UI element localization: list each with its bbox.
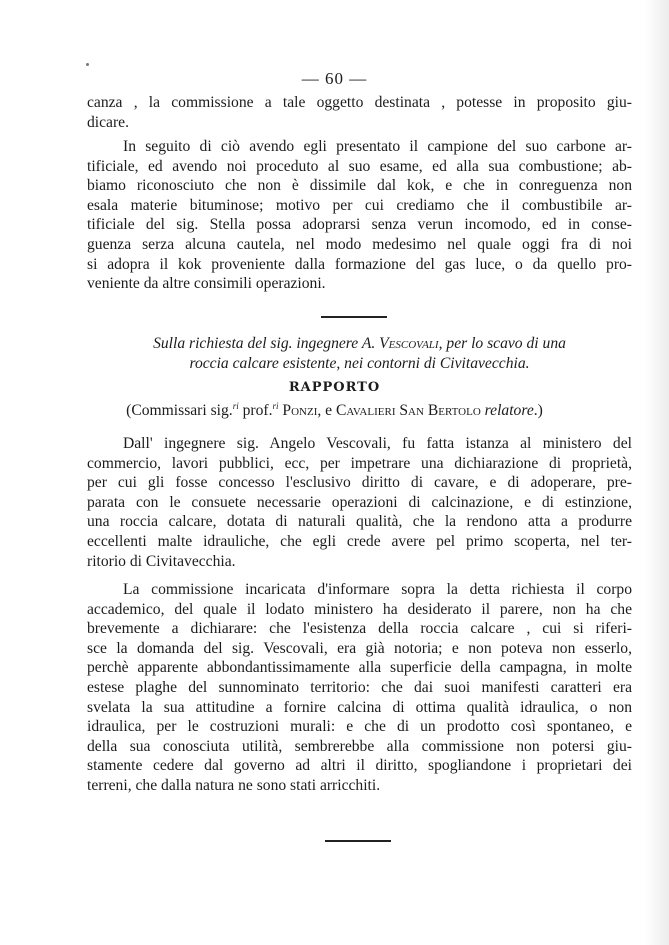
superscript: ri	[272, 401, 279, 411]
text-line: accademico, del quale il lodato ministero ha desiderato il parere, non ha che	[87, 600, 632, 618]
title-text: , per lo scavo di una	[438, 335, 566, 352]
commissioners-text: .)	[533, 402, 543, 420]
text-line: commercio, lavori pubblici, ecc, per impetrare una dichiarazione di proprietà,	[87, 454, 632, 472]
section-title	[87, 334, 632, 374]
commissioners-text: (Commissari sig.	[126, 402, 233, 420]
paragraph-vescovali-request	[87, 434, 632, 571]
text-line: tificiale del sig. Stella possa adoprarsi senza verun incomodo, ed in conse-	[87, 216, 632, 234]
text-line: una roccia calcare, dotata di naturali qualità, che la rendono atta a produrre	[87, 513, 632, 531]
text-line: La commissione incaricata d'informare sopra la detta richiesta il corpo	[123, 581, 632, 598]
commissioner-name: Ponzi	[278, 402, 318, 420]
text-line: della sua conosciuta utilità, sembrerebbe alla commissione non potersi giu-	[87, 737, 632, 755]
text-line: tificiale, ed avendo noi proceduto al suo esame, ed alla sua combustione; ab-	[87, 157, 632, 175]
commissioner-role: relatore	[480, 402, 534, 420]
text-line: per cui gli fosse concesso l'esclusivo diritto di cavare, e di adoperare, pre-	[87, 474, 632, 492]
section-title-line: roccia calcare esistente, nei contorni di Civitavecchia.	[189, 355, 530, 372]
text-line: veniente da altre consimili operazioni.	[87, 275, 326, 293]
page-edge-shadow	[645, 0, 669, 945]
text-line: estese plaghe del sunnominato territorio: che dai suoi manifesti caratteri era	[87, 678, 632, 696]
text-line: In seguito di ciò avendo egli presentato il campione del suo carbone ar-	[123, 138, 632, 155]
text-line: stamente cedere dal governo ad altri il diritto, spogliandone i proprietari dei	[87, 757, 632, 775]
text-line: biamo riconosciuto che non è dissimile dal kok, e che in conreguenza non	[87, 177, 632, 195]
text-line: parata con le consuete necessarie operazioni di calcinazione, e di estinzione,	[87, 493, 632, 511]
text-line: si adopra il kok proveniente dalla formazione del gas luce, o da quello pro-	[87, 255, 632, 273]
text-line: eccellenti malte idrauliche, che egli crede avere pel primo scoperta, nel ter-	[87, 532, 632, 550]
paragraph-commission-opinion	[87, 580, 632, 796]
text-line: esala materie bituminose; motivo per cui crediamo che il combustibile ar-	[87, 196, 632, 214]
section-title-line	[87, 334, 632, 354]
commissioners-line	[0, 401, 669, 420]
print-speck	[86, 63, 89, 66]
intro-paragraph	[87, 93, 632, 132]
text-line: guenza serza alcuna cautela, nel modo medesimo nel quale oggi fra di noi	[87, 235, 632, 253]
text-line: dicare.	[87, 113, 129, 131]
commissioner-name: Cavalieri San Bertolo	[335, 402, 481, 420]
section-divider-rule	[321, 316, 387, 318]
title-name: Vescovali	[379, 335, 439, 352]
text-line: terreni, che dalla natura ne sono stati arricchiti.	[87, 776, 381, 794]
commissioners-text: , e	[317, 402, 336, 420]
text-line: canza , la commissione a tale oggetto destinata , potesse in proposito giu-	[87, 94, 632, 111]
page-number: — 60 —	[301, 69, 368, 88]
paragraph-stella-carbon	[87, 137, 632, 294]
text-line: svelata la sua attitudine a fornire calcina di ottima qualità idraulica, o non	[87, 698, 632, 716]
text-line: ritorio di Civitavecchia.	[87, 552, 236, 570]
text-line: sce la domanda del sig. Vescovali, era già notoria; e non poteva non esserlo,	[87, 639, 632, 657]
commissioners-text: prof.	[238, 402, 273, 420]
report-heading: RAPPORTO	[288, 380, 381, 395]
text-line: idraulica, per le costruzioni murali: e che di un prodotto così spontaneo, e	[87, 718, 632, 736]
end-divider-rule	[325, 840, 391, 842]
text-line: Dall' ingegnere sig. Angelo Vescovali, fu fatta istanza al ministero del	[123, 435, 632, 452]
text-line: perchè apparente abbondantissimamente alla superficie della campagna, in molte	[87, 659, 632, 677]
text-line: brevemente a dichiarare: che l'esistenza della roccia calcare , cui si riferi-	[87, 620, 632, 638]
title-text: Sulla richiesta del sig. ingegnere A.	[153, 335, 380, 352]
superscript: ri	[232, 401, 239, 411]
